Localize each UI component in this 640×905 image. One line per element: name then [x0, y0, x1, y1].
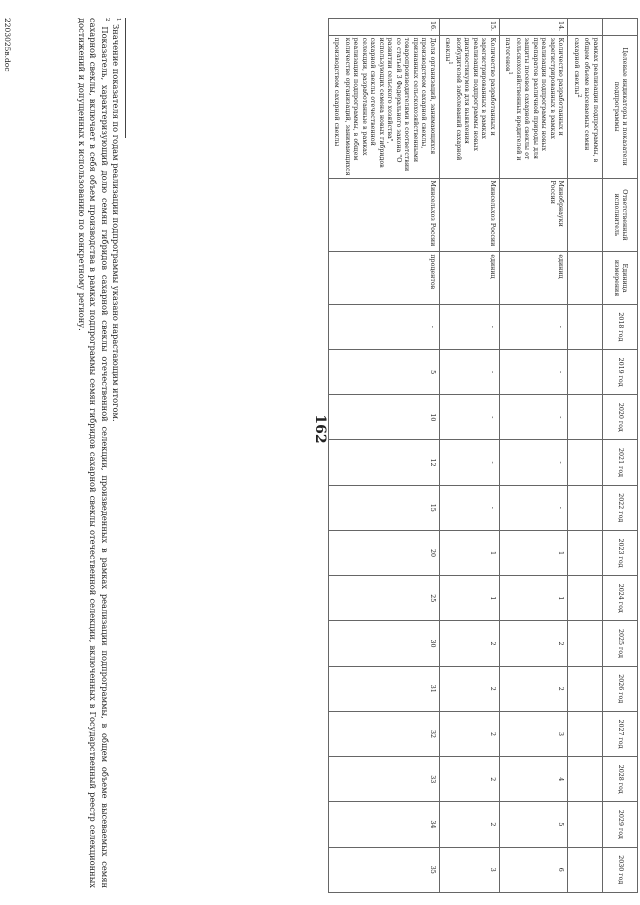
- row-number-cell: 16.: [328, 19, 439, 36]
- rotated-page-content: [0, 10, 640, 894]
- indicator-cell: [499, 35, 568, 178]
- value-cell: 30: [328, 621, 439, 666]
- indicator-text: Количество разработанных и зарегистрированных в рамках реализации подпрограммы новых диагностикумов для выявления возбудителей заболеваний сахарной свеклы: [444, 37, 496, 161]
- document-id: 2203025в.doc: [3, 18, 12, 72]
- column-header: 2018 год: [603, 304, 638, 349]
- indicator-cell: [439, 35, 499, 178]
- value-cell: 25: [328, 576, 439, 621]
- value-cell: 1: [499, 576, 568, 621]
- value-cell: -: [439, 304, 499, 349]
- indicator-text: Количество разработанных и зарегистрированных в рамках реализации подпрограммы новых препаратов различной природы для защиты посевов сахарной свеклы от сельскохозяйственных вредителей и патогенов: [504, 37, 565, 161]
- value-cell: [568, 621, 603, 666]
- value-cell: [568, 576, 603, 621]
- column-header: 2020 год: [603, 395, 638, 440]
- table-header-row: [603, 19, 638, 893]
- value-cell: 34: [328, 802, 439, 847]
- value-cell: 5: [499, 802, 568, 847]
- value-cell: 33: [328, 757, 439, 802]
- value-cell: -: [439, 440, 499, 485]
- value-cell: 1: [499, 530, 568, 575]
- footnote-2-text: Показатель, характеризующий долю семян гибридов сахарной свеклы отечественной селекции, произведенных в рамках реализации подпрограммы, в общем объеме высеваемых семян сахарной свеклы, включает в себя объем производства в рамках подпрограммы семян гибридов сахарной свеклы отечественной селекции, включенных в Государственный реестр селекционных достижений и допущенных к использованию по конкретному региону.: [76, 18, 110, 888]
- number-column-header: [603, 19, 638, 36]
- value-cell: -: [499, 395, 568, 440]
- value-cell: -: [439, 349, 499, 394]
- column-header: 2019 год: [603, 349, 638, 394]
- page-number: 162: [312, 414, 328, 444]
- table-row: [328, 19, 439, 893]
- value-cell: [568, 530, 603, 575]
- value-cell: 31: [328, 666, 439, 711]
- value-cell: [568, 440, 603, 485]
- value-cell: 2: [439, 802, 499, 847]
- value-cell: 2: [439, 711, 499, 756]
- footnote-2: [75, 18, 109, 888]
- value-cell: 12: [328, 440, 439, 485]
- value-cell: [568, 666, 603, 711]
- column-header: 2021 год: [603, 440, 638, 485]
- value-cell: -: [439, 395, 499, 440]
- row-number-cell: 15.: [439, 19, 499, 36]
- footnote-1-text: Значение показателя по годам реализации подпрограммы указано нарастающим итогом.: [111, 24, 121, 422]
- column-header: 2025 год: [603, 621, 638, 666]
- column-header: 2022 год: [603, 485, 638, 530]
- executor-cell: Минсельхоз России: [328, 178, 439, 252]
- column-header: 2024 год: [603, 576, 638, 621]
- column-header: 2026 год: [603, 666, 638, 711]
- column-header: Ответственный исполнитель: [603, 178, 638, 252]
- value-cell: 6: [499, 847, 568, 892]
- value-cell: 32: [328, 711, 439, 756]
- row-number-cell: 14.: [499, 19, 568, 36]
- value-cell: -: [439, 485, 499, 530]
- value-cell: 2: [499, 621, 568, 666]
- unit-cell: единиц: [499, 252, 568, 304]
- value-cell: 2: [439, 621, 499, 666]
- footnote-2-mark: 2: [103, 18, 110, 22]
- value-cell: [568, 485, 603, 530]
- unit-cell: единиц: [439, 252, 499, 304]
- row-number-cell: [568, 19, 603, 36]
- value-cell: -: [499, 485, 568, 530]
- value-cell: [568, 395, 603, 440]
- column-header: 2028 год: [603, 757, 638, 802]
- value-cell: 2: [439, 757, 499, 802]
- column-header: Целевые индикаторы и показатели подпрограммы: [603, 35, 638, 178]
- value-cell: [568, 304, 603, 349]
- unit-cell: процентов: [328, 252, 439, 304]
- value-cell: 5: [328, 349, 439, 394]
- column-header: 2029 год: [603, 802, 638, 847]
- value-cell: -: [499, 440, 568, 485]
- footnote-1: [110, 18, 121, 888]
- value-cell: 2: [499, 666, 568, 711]
- value-cell: 35: [328, 847, 439, 892]
- value-cell: 2: [439, 666, 499, 711]
- table-row: [439, 19, 499, 893]
- value-cell: -: [328, 304, 439, 349]
- value-cell: 15: [328, 485, 439, 530]
- indicator-text: Доля организаций, занимающихся производством сахарной свеклы, признанных сельскохозяйственными товаропроизводителями в соответствии со статьей 3 Федерального закона "О развитии сельского хозяйства", использующих семена новых гибридов сахарной свеклы отечественной селекции, разработанные в рамках реализации подпрограммы, в общем количестве организаций, занимающихся производством сахарной свеклы: [333, 37, 436, 176]
- value-cell: [568, 711, 603, 756]
- column-header: 2027 год: [603, 711, 638, 756]
- value-cell: [568, 349, 603, 394]
- indicator-footnote-mark: 1: [447, 61, 454, 65]
- value-cell: [568, 847, 603, 892]
- value-cell: 4: [499, 757, 568, 802]
- column-header: Единица измерения: [603, 252, 638, 304]
- indicator-cell: [568, 35, 603, 178]
- value-cell: 20: [328, 530, 439, 575]
- value-cell: 1: [439, 576, 499, 621]
- indicator-footnote-mark: 2: [576, 94, 582, 98]
- unit-cell: [568, 252, 603, 304]
- footnote-1-mark: 1: [114, 18, 121, 22]
- indicators-table: [328, 18, 638, 893]
- value-cell: -: [499, 304, 568, 349]
- value-cell: [568, 802, 603, 847]
- indicator-cell: [328, 35, 439, 178]
- value-cell: 1: [439, 530, 499, 575]
- value-cell: -: [499, 349, 568, 394]
- footnote-divider: [125, 18, 126, 138]
- value-cell: [568, 757, 603, 802]
- executor-cell: Минсельхоз России: [439, 178, 499, 252]
- table-row: [499, 19, 568, 893]
- indicator-text: рамках реализации подпрограммы, в общем объеме высеваемых семян сахарной свеклы: [572, 37, 599, 163]
- value-cell: 10: [328, 395, 439, 440]
- column-header: 2030 год: [603, 847, 638, 892]
- footnotes: [75, 18, 126, 888]
- executor-cell: [568, 178, 603, 252]
- indicator-footnote-mark: 1: [507, 71, 514, 75]
- value-cell: 3: [499, 711, 568, 756]
- value-cell: 3: [439, 847, 499, 892]
- executor-cell: Минобрнауки России: [499, 178, 568, 252]
- column-header: 2023 год: [603, 530, 638, 575]
- table-row: [568, 19, 603, 893]
